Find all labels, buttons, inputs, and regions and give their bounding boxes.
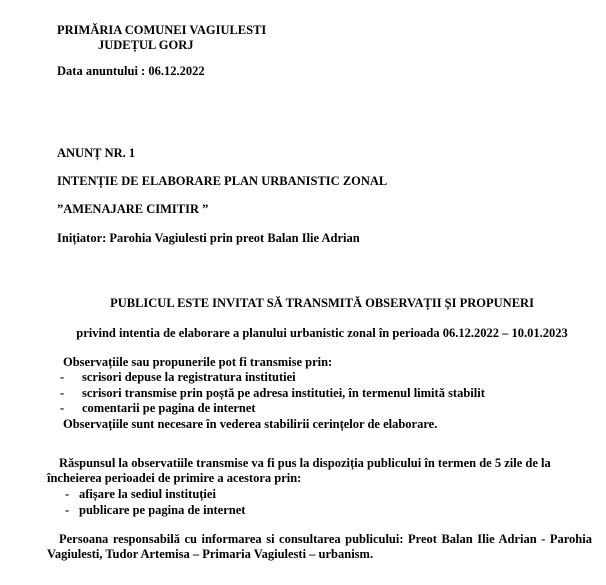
announcement-date: Data anuntului : 06.12.2022 — [57, 64, 205, 78]
contact-paragraph — [47, 532, 592, 562]
observation-item-text: scrisori depuse la registratura institutiei — [82, 370, 296, 384]
invitation-heading: PUBLICUL ESTE INVITAT SĂ TRANSMITĂ OBSERVAȚII ȘI PROPUNERI — [110, 296, 534, 310]
bullet-dash: - — [60, 370, 65, 384]
bullet-dash: - — [60, 401, 65, 415]
response-paragraph-line: încheierea perioadei de primire a acestora prin: — [47, 470, 302, 485]
document-header — [57, 23, 606, 53]
contact-paragraph-line: Persoana responsabilă cu informarea si consultarea publicului: Preot Balan Ilie Adrian - Parohia — [59, 531, 592, 546]
announcement-subject: INTENȚIE DE ELABORARE PLAN URBANISTIC ZONAL — [57, 174, 388, 188]
project-title: ”AMENAJARE CIMITIR ” — [57, 202, 209, 216]
bullet-dash: - — [65, 502, 70, 517]
observations-list — [57, 370, 606, 417]
observations-intro: Observațiile sau propunerile pot fi transmise prin: — [63, 355, 333, 369]
observation-item — [57, 401, 606, 417]
response-paragraph-line: Răspunsul la observatiile transmise va fi pus la dispoziția publicului în termen de 5 zile de la — [59, 455, 551, 470]
invitation-period: privind intentia de elaborare a planului urbanistic zonal în perioada 06.12.2022 – 10.01.2023 — [76, 326, 568, 340]
announcement-number: ANUNȚ NR. 1 — [57, 146, 136, 160]
county-name: JUDEȚUL GORJ — [98, 38, 194, 52]
response-item — [47, 502, 606, 518]
observation-item-text: comentarii pe pagina de internet — [82, 401, 256, 415]
initiator-line: Inițiator: Parohia Vagiulesti prin preot Balan Ilie Adrian — [57, 231, 360, 245]
observation-item-text: scrisori transmise prin poștă pe adresa institutiei, în termenul limită stabilit — [82, 385, 485, 400]
bullet-dash: - — [60, 385, 65, 400]
contact-paragraph-line: Vagiulesti, Tudor Artemisa – Primaria Vagiulesti – urbanism. — [47, 546, 374, 561]
response-item-text: afișare la sediul instituției — [79, 486, 216, 501]
observation-item — [57, 386, 606, 402]
response-paragraph — [47, 456, 592, 486]
response-item-text: publicare pe pagina de internet — [79, 502, 246, 517]
bullet-dash: - — [65, 486, 70, 501]
observation-item — [57, 370, 606, 386]
observations-note: Observațiile sunt necesare în vederea stabilirii cerințelor de elaborare. — [63, 416, 438, 431]
institution-name: PRIMĂRIA COMUNEI VAGIULESTI — [57, 23, 267, 37]
response-item — [47, 486, 606, 502]
response-list — [47, 486, 606, 518]
